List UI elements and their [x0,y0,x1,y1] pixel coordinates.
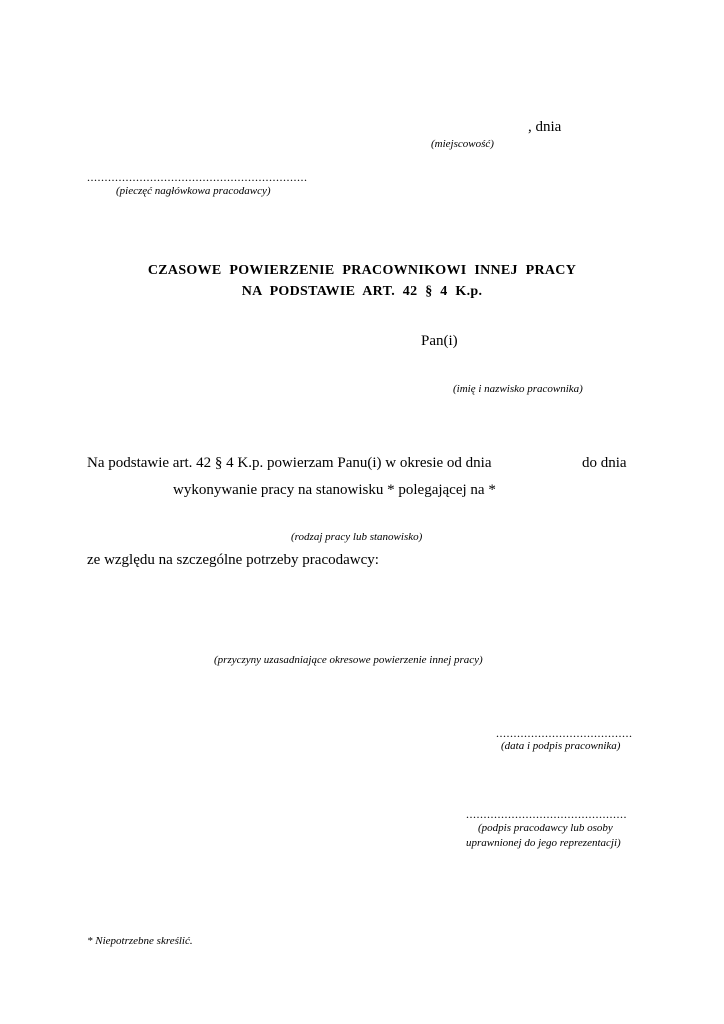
stamp-caption: (pieczęć nagłówkowa pracodawcy) [116,185,271,197]
document-title-line1: CZASOWE POWIERZENIE PRACOWNIKOWI INNEJ PRACY [147,263,577,278]
date-label: , dnia [528,119,562,135]
body-line-3: ze względu na szczególne potrzeby pracodawcy: [87,552,379,568]
work-type-caption: (rodzaj pracy lub stanowisko) [291,531,423,543]
employer-signature-caption-2: uprawnionej do jego reprezentacji) [466,837,621,849]
place-caption: (miejscowość) [431,138,494,150]
employer-signature-line: .............................................. [466,807,627,821]
employee-name-caption: (imię i nazwisko pracownika) [453,383,583,395]
salutation: Pan(i) [421,333,458,349]
employee-signature-line: ....................................... [496,726,633,740]
body-line-1: Na podstawie art. 42 § 4 K.p. powierzam Panu(i) w okresie od dnia [87,455,492,471]
body-line-2: wykonywanie pracy na stanowisku * polegającej na * [173,482,496,498]
employee-signature-caption: (data i podpis pracownika) [501,740,621,752]
employer-signature-caption-1: (podpis pracodawcy lub osoby [478,822,613,834]
footnote: * Niepotrzebne skreślić. [87,935,193,947]
document-title-line2: NA PODSTAWIE ART. 42 § 4 K.p. [241,284,483,299]
reasons-caption: (przyczyny uzasadniające okresowe powierzenie innej pracy) [214,654,483,666]
body-line-1-end: do dnia [582,455,627,471]
stamp-dotted-line: ............................................................... [87,170,308,184]
